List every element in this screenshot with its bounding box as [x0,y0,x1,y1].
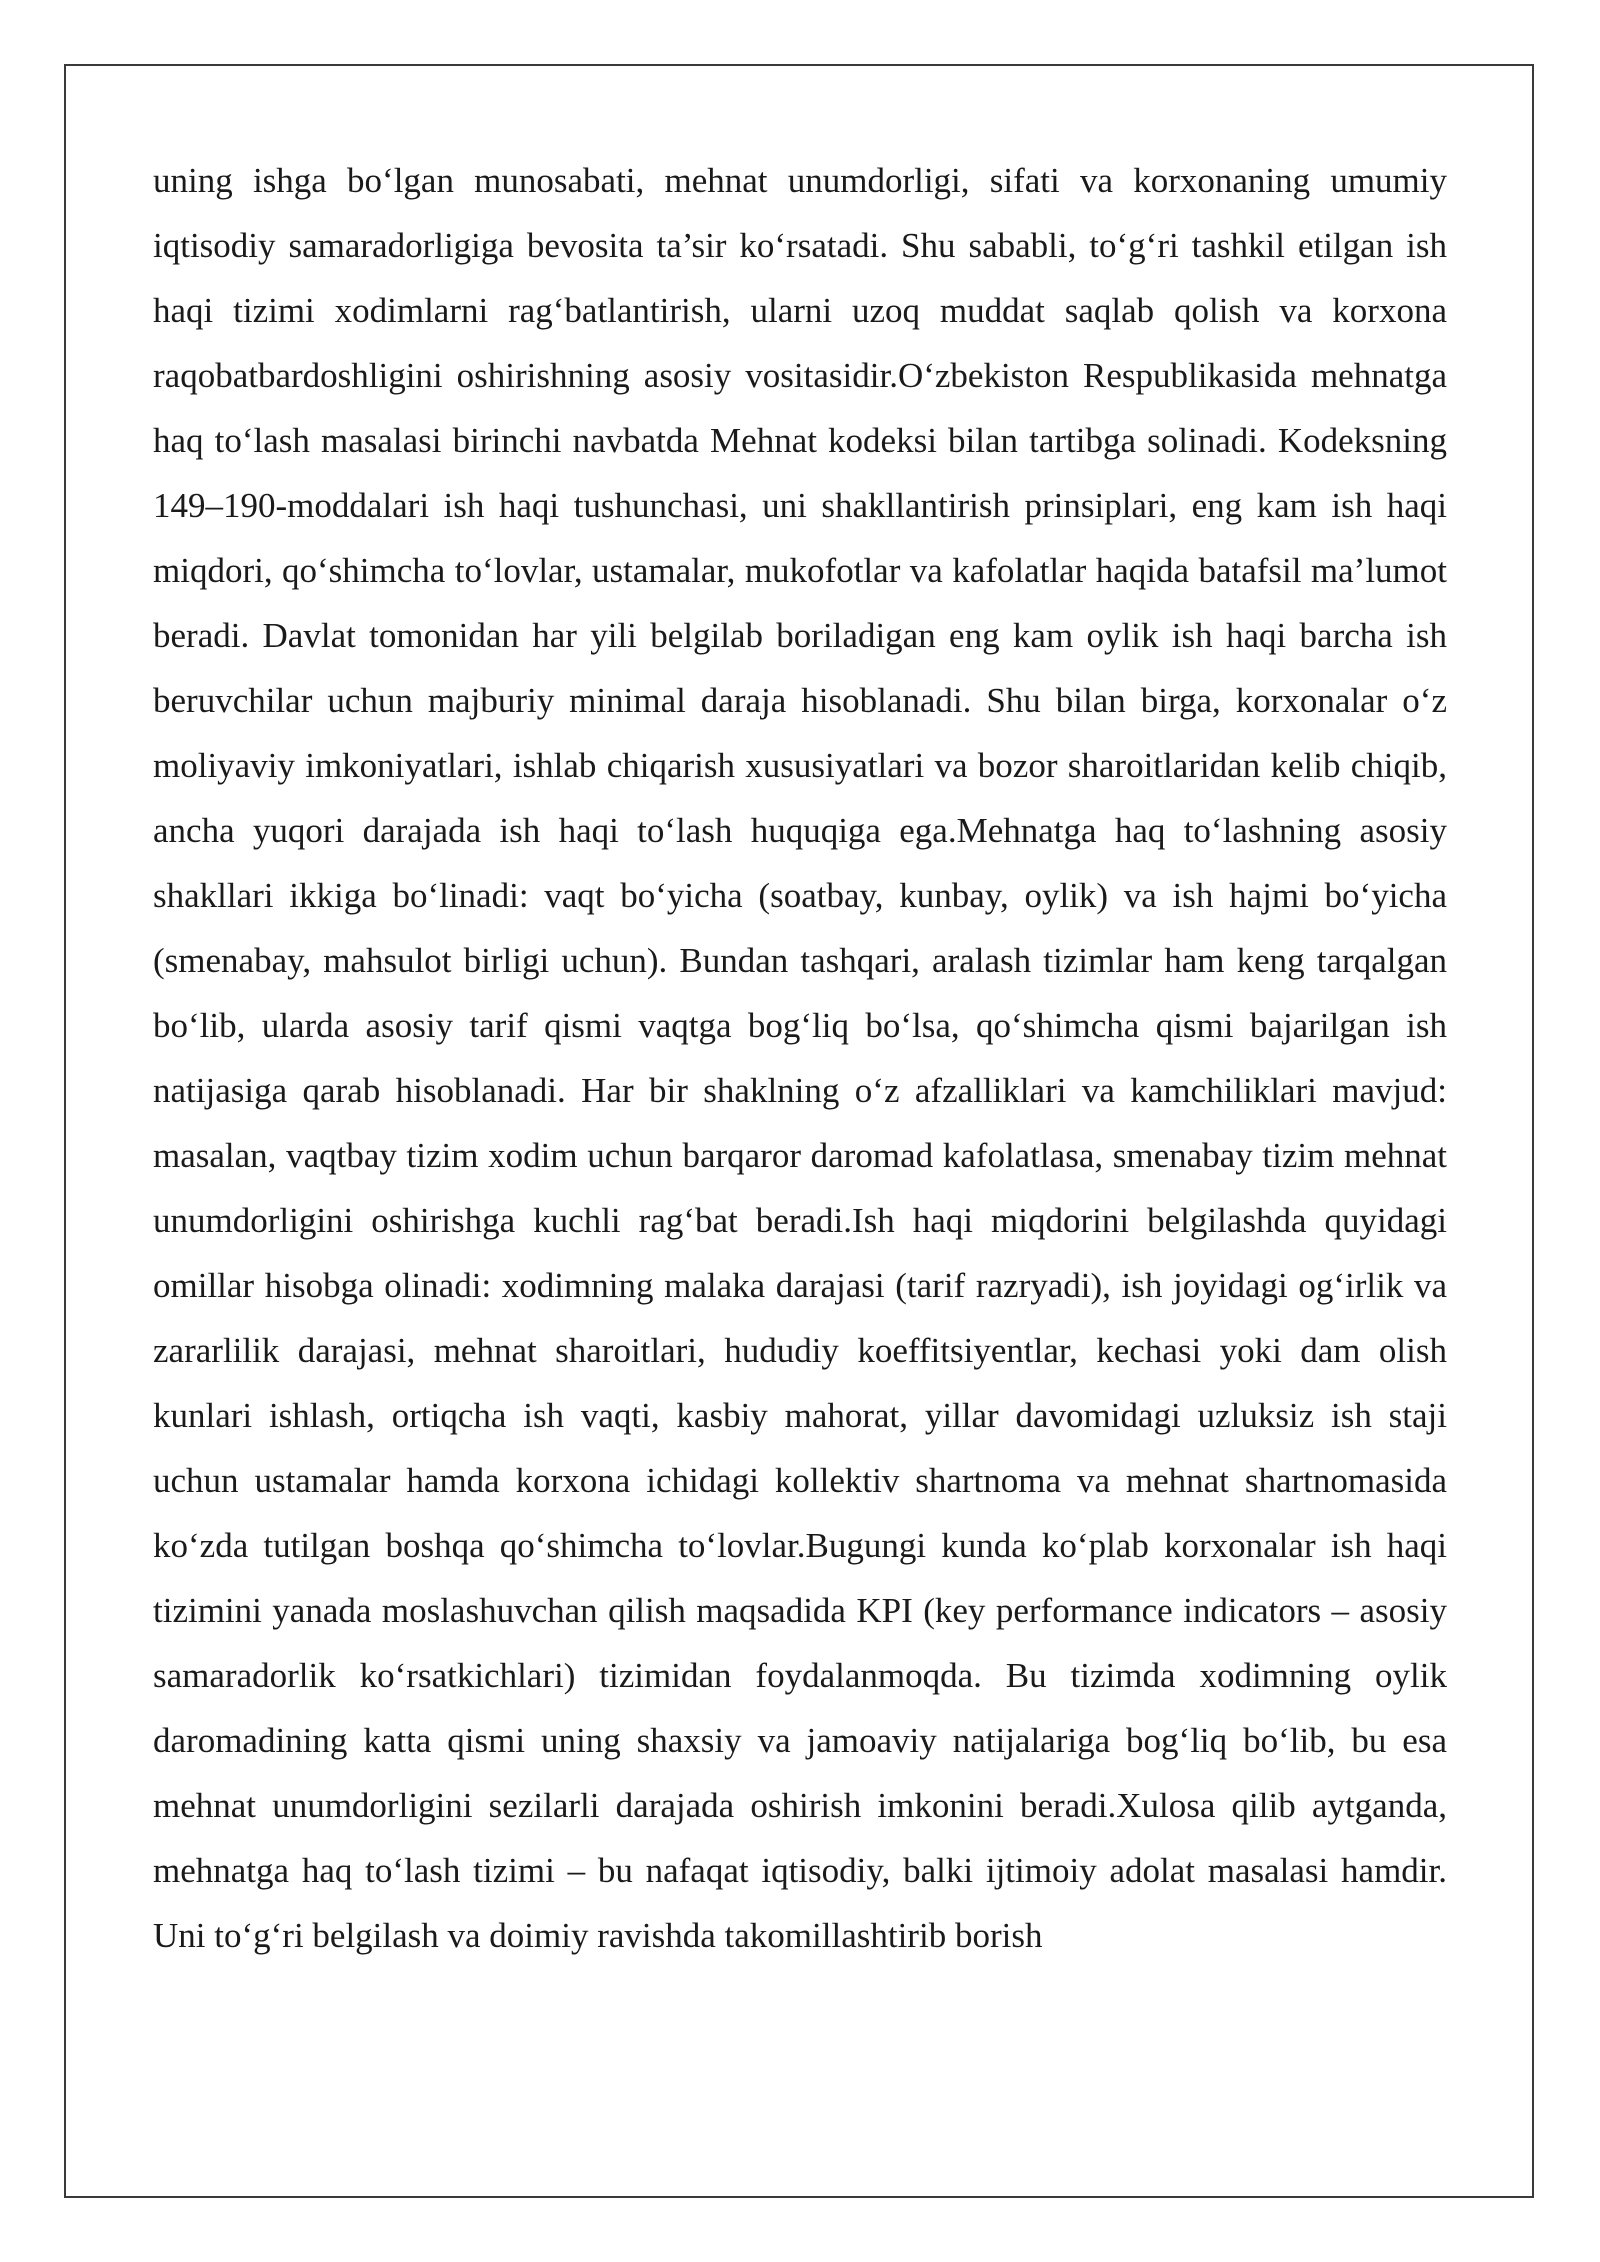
body-paragraph: uning ishga bo‘lgan munosabati, mehnat unumdorligi, sifati va korxonaning umumiy iqtisodiy samaradorligiga bevosita ta’sir ko‘rsatadi. Shu sababli, to‘g‘ri tashkil etilgan ish haqi tizimi xodimlarni rag‘batlantirish, ularni uzoq muddat saqlab qolish va korxona raqobatbardoshligini oshirishning asosiy vositasidir.O‘zbekiston Respublikasida mehnatga haq to‘lash masalasi birinchi navbatda Mehnat kodeksi bilan tartibga solinadi. Kodeksning 149–190-moddalari ish haqi tushunchasi, uni shakllantirish prinsiplari, eng kam ish haqi miqdori, qo‘shimcha to‘lovlar, ustamalar, mukofotlar va kafolatlar haqida batafsil ma’lumot beradi. Davlat tomonidan har yili belgilab boriladigan eng kam oylik ish haqi barcha ish beruvchilar uchun majburiy minimal daraja hisoblanadi. Shu bilan birga, korxonalar o‘z moliyaviy imkoniyatlari, ishlab chiqarish xususiyatlari va bozor sharoitlaridan kelib chiqib, ancha yuqori darajada ish haqi to‘lash huquqiga ega.Mehnatga haq to‘lashning asosiy shakllari ikkiga bo‘linadi: vaqt bo‘yicha (soatbay, kunbay, oylik) va ish hajmi bo‘yicha (smenabay, mahsulot birligi uchun). Bundan tashqari, aralash tizimlar ham keng tarqalgan bo‘lib, ularda asosiy tarif qismi vaqtga bog‘liq bo‘lsa, qo‘shimcha qismi bajarilgan ish natijasiga qarab hisoblanadi. Har bir shaklning o‘z afzalliklari va kamchiliklari mavjud: masalan, vaqtbay tizim xodim uchun barqaror daromad kafolatlasa, smenabay tizim mehnat unumdorligini oshirishga kuchli rag‘bat beradi.Ish haqi miqdorini belgilashda quyidagi omillar hisobga olinadi: xodimning malaka darajasi (tarif razryadi), ish joyidagi og‘irlik va zararlilik darajasi, mehnat sharoitlari, hududiy koeffitsiyentlar, kechasi yoki dam olish kunlari ishlash, ortiqcha ish vaqti, kasbiy mahorat, yillar davomidagi uzluksiz ish staji uchun ustamalar hamda korxona ichidagi kollektiv shartnoma va mehnat shartnomasida ko‘zda tutilgan boshqa qo‘shimcha to‘lovlar.Bugungi kunda ko‘plab korxonalar ish haqi tizimini yanada moslashuvchan qilish maqsadida KPI (key performance indicators – asosiy samaradorlik ko‘rsatkichlari) tizimidan foydalanmoqda. Bu tizimda xodimning oylik daromadining katta qismi uning shaxsiy va jamoaviy natijalariga bog‘liq bo‘lib, bu esa mehnat unumdorligini sezilarli darajada oshirish imkonini beradi.Xulosa qilib aytganda, mehnatga haq to‘lash tizimi – bu nafaqat iqtisodiy, balki ijtimoiy adolat masalasi hamdir. Uni to‘g‘ri belgilash va doimiy ravishda takomillashtirib borish [153,161,1447,1955]
